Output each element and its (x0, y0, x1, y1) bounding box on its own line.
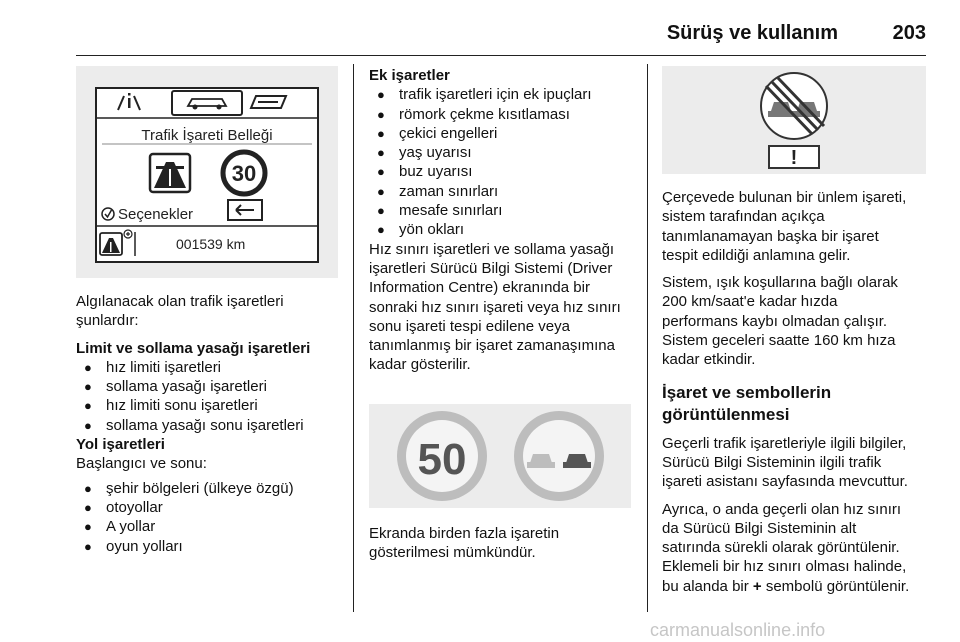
caption-line: Ekranda birden fazla işaretin (369, 525, 560, 542)
list-item: ● şehir bölgeleri (ülkeye özgü) (76, 479, 344, 498)
column-3 (662, 188, 932, 596)
paragraph-line: Ayrıca, o anda geçerli olan hız sınırı (662, 500, 902, 518)
paragraph-line: Sistem, ışık koşullarına bağlı olarak (662, 274, 898, 292)
end-restriction-figure (662, 66, 926, 174)
list-item: ● A yollar (76, 517, 344, 536)
column-divider-2 (647, 64, 648, 612)
list-item: ● sollama yasağı sonu işaretleri (76, 416, 344, 435)
list-item: ● zaman sınırları (369, 182, 637, 201)
list-item: ● çekici engelleri (369, 124, 637, 143)
paragraph-line: tespit edildiği anlamına gelir. (662, 246, 851, 264)
header-rule (76, 55, 926, 56)
watermark: carmanualsonline.info (650, 620, 826, 640)
bottom-motorway-icon (100, 233, 122, 255)
paragraph-line: satırında sürekli olarak görüntülenir. (662, 539, 900, 557)
list-item: ● hız limiti işaretleri (76, 358, 344, 377)
list-item: ● römork çekme kısıtlaması (369, 105, 637, 124)
section-heading-line-2: görüntülenmesi (662, 404, 790, 424)
odometer-value: 001539 km (176, 236, 246, 252)
list-item: ● sollama yasağı işaretleri (76, 377, 344, 396)
paragraph-line: Hız sınırı işaretleri ve sollama yasağı (369, 240, 615, 258)
speed-limit-value: 30 (231, 161, 257, 186)
signs-figure (369, 404, 631, 508)
motorway-sign-icon (150, 154, 190, 192)
dic-screen-illustration (76, 66, 338, 278)
paragraph-line: tanımlanmış bir işaret zamanaşımına (369, 337, 615, 355)
paragraph-line (662, 577, 932, 596)
paragraph-line: Sürücü Bilgi Sisteminin ilgili trafik (662, 453, 882, 471)
figure-caption (369, 524, 637, 563)
paragraph-line: performans kaybı olmadan çalışır. (662, 312, 888, 330)
paragraph-line: Eklemeli bir hız sınırı olması halinde, (662, 558, 907, 576)
paragraph-line: kadar etkindir. (662, 351, 756, 369)
paragraph-line: Geçerli trafik işaretleriyle ilgili bilgiler, (662, 434, 907, 452)
paragraph-line: sonraki hız sınırı işareti veya hız sınırı (369, 298, 621, 316)
caption-line: gösterilmesi mümkündür. (369, 544, 536, 562)
paragraph-line: işaretleri Sürücü Bilgi Sistemi (Driver (369, 259, 613, 277)
signs-illustration (369, 404, 631, 508)
list-item: ● oyun yolları (76, 537, 344, 556)
speed-limit-50-value: 50 (417, 435, 467, 484)
section-heading-line-1: İşaret ve sembollerin (662, 382, 832, 402)
paragraph-line: kadar gösterilir. (369, 356, 471, 374)
paragraph-line: 200 km/saat'e kadar hızda (662, 293, 838, 311)
column-divider-1 (353, 64, 354, 612)
list-item: ● otoyollar (76, 498, 344, 517)
list-item: ● yön okları (369, 220, 637, 239)
plus-symbol: + (752, 577, 762, 595)
intro-line-2: şunlardır: (76, 312, 139, 330)
end-restriction-illustration (662, 66, 926, 174)
column-1 (76, 292, 344, 556)
paragraph-line: sonu işareti tespi edilene veya (369, 317, 570, 335)
options-label: Seçenekler (118, 206, 194, 223)
paragraph-line: Çerçevede bulunan bir ünlem işareti, (662, 189, 907, 206)
paragraph-line: da Sürücü Bilgi Sisteminin alt (662, 519, 857, 537)
section-title-additional: Ek işaretler (369, 67, 450, 84)
list-item: ● trafik işaretleri için ek ipuçları (369, 85, 637, 104)
list-item: ● mesafe sınırları (369, 201, 637, 220)
section-subtitle: Başlangıcı ve sonu: (76, 455, 207, 473)
paragraph-line: tanımlanamayan başka bir işaret (662, 227, 879, 245)
page-header (76, 22, 926, 50)
paragraph-line: işareti asistanı sayfasında mevcuttur. (662, 473, 908, 491)
text-fragment: bu alanda bir (662, 577, 753, 595)
list-item: ● buz uyarısı (369, 162, 637, 181)
page-number: 203 (892, 22, 926, 44)
intro-line-1: Algılanacak olan trafik işaretleri (76, 293, 284, 310)
paragraph-line: Information Centre) ekranında bir (369, 279, 590, 297)
list-item: ● yaş uyarısı (369, 143, 637, 162)
list-item: ● hız limiti sonu işaretleri (76, 396, 344, 415)
dic-screen-figure (76, 66, 338, 278)
paragraph-line: Sistem geceleri saatte 160 km hıza (662, 332, 896, 350)
column-2 (369, 66, 637, 375)
text-fragment: sembolü görüntülenir. (761, 577, 910, 595)
section-title-limits: Limit ve sollama yasağı işaretleri (76, 339, 311, 357)
exclamation-icon: ! (790, 147, 798, 169)
chapter-title: Sürüş ve kullanım (666, 22, 838, 44)
screen-title: Trafik İşareti Belleği (141, 127, 273, 144)
paragraph-line: sistem tarafından açıkça (662, 208, 825, 226)
section-title-road-signs: Yol işaretleri (76, 436, 165, 454)
